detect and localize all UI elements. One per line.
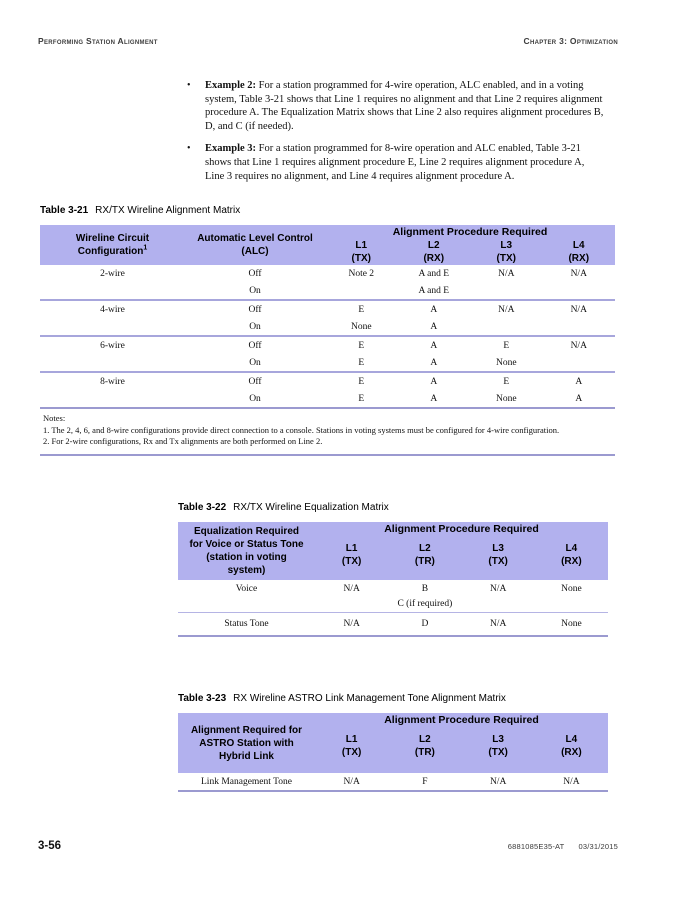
table-cell: A	[430, 394, 438, 404]
table-cell: N/A	[498, 269, 515, 279]
header-line: (station in voting	[206, 552, 287, 563]
header-line: (ALC)	[241, 246, 269, 257]
table-row	[40, 265, 615, 282]
table-cell: N/A	[470, 300, 543, 318]
table-cell: N/A	[462, 613, 535, 637]
doc-number: 6881085E35-AT	[507, 842, 565, 851]
example-3-body: For a station programmed for 8-wire operation and ALC enabled, Table 3-21 shows that Line 1 requires alignment procedure E, Line 2 requires alignment procedure A, Line 3 requires no alignment, and Line 4 requires alignment procedure A.	[205, 143, 585, 182]
col-header-alignment-procedure: Alignment Procedure Required	[325, 225, 615, 239]
table-cell: E	[470, 336, 543, 354]
page-number: 3-56	[38, 840, 62, 852]
table-cell: N/A	[315, 773, 388, 791]
table-3-22-caption	[178, 502, 608, 513]
header-line: Wireline Circuit	[75, 233, 150, 244]
col-header-l2: L2 (TR)	[388, 727, 461, 773]
table-cell: N/A	[535, 773, 608, 791]
table-row	[40, 372, 615, 390]
table-cell: A	[543, 372, 616, 390]
table-notes	[40, 407, 615, 456]
table-cell: N/A	[570, 269, 587, 279]
col-header-l3: L3 (TX)	[462, 536, 535, 580]
col-header-equalization	[178, 522, 315, 580]
header-line: for Voice or Status Tone	[189, 539, 304, 550]
table-cell: Off	[185, 336, 325, 354]
doc-date: 03/31/2015	[578, 842, 618, 851]
example-3-label: Example 3:	[205, 143, 257, 155]
note-1: 1. The 2, 4, 6, and 8-wire configurations provide direct connection to a console. Stations in voting systems must be configured for 4-wire configuration.	[43, 424, 560, 435]
link-management-matrix-table	[178, 713, 608, 792]
col-header-l4: L4 (RX)	[535, 536, 608, 580]
col-header-l1: L1 (TX)	[315, 536, 388, 580]
table-cell: On	[249, 286, 261, 296]
bullet-icon: •	[187, 143, 191, 155]
header-line: Alignment Required for	[190, 724, 303, 736]
table-title: RX/TX Wireline Alignment Matrix	[95, 205, 241, 216]
table-cell: A	[430, 322, 438, 332]
config-cell: 4-wire	[40, 300, 185, 336]
table-cell: N/A	[543, 300, 616, 318]
example-2-label: Example 2:	[205, 80, 257, 91]
table-label: Table 3-22	[178, 502, 227, 513]
config-cell: 2-wire	[100, 269, 125, 279]
col-header-l1: L1 (TX)	[325, 239, 398, 265]
table-cell: None	[561, 584, 582, 594]
table-row	[178, 613, 608, 637]
running-header	[38, 36, 618, 46]
table-cell: On	[249, 322, 261, 332]
table-cell	[470, 282, 543, 300]
col-header-l1: L1 (TX)	[315, 727, 388, 773]
running-header-right: Chapter 3: Optimization	[523, 36, 618, 46]
col-header-l2: L2 (RX)	[398, 239, 471, 265]
table-cell: A and E	[418, 269, 450, 279]
running-footer	[38, 840, 618, 852]
note-2: 2. For 2-wire configurations, Rx and Tx alignments are both performed on Line 2.	[43, 436, 323, 446]
table-cell: Note 2	[348, 269, 375, 279]
bullet-icon: •	[187, 80, 191, 91]
table-label: Table 3-21	[40, 205, 89, 216]
table-cell: A	[398, 336, 471, 354]
table-row	[40, 336, 615, 354]
running-header-left: Performing Station Alignment	[38, 36, 158, 46]
table-cell: A	[430, 358, 438, 368]
table-cell: E	[358, 358, 365, 368]
table-title: RX Wireline ASTRO Link Management Tone Alignment Matrix	[233, 693, 506, 704]
config-cell: 8-wire	[40, 372, 185, 407]
example-bullet-list	[187, 79, 607, 192]
table-cell	[325, 282, 398, 300]
example-2-body: For a station programmed for 4-wire operation, ALC enabled, and in a voting system, Table 3-21 shows that Line 1 requires no alignment and that Line 2 requires alignment procedure A. The Equalization Matrix shows that Line 2 also requires alignment procedures B, D, and C (if needed).	[205, 80, 604, 132]
equalization-matrix-table	[178, 522, 608, 637]
table-row	[178, 580, 608, 613]
alignment-matrix-table	[40, 225, 615, 407]
table-cell: Link Management Tone	[178, 773, 315, 791]
table-cell: E	[325, 336, 398, 354]
table-cell: B C (if required)	[388, 580, 461, 613]
table-cell	[470, 318, 543, 336]
col-header-l4: L4 (RX)	[543, 239, 616, 265]
table-cell: E	[358, 394, 365, 404]
table-cell: E	[325, 300, 398, 318]
table-title: RX/TX Wireline Equalization Matrix	[233, 502, 389, 513]
col-header-astro-hybrid	[178, 713, 315, 773]
header-line: Automatic Level Control	[197, 233, 313, 244]
table-3-23-section	[178, 693, 608, 792]
header-line: Equalization Required	[193, 526, 299, 537]
table-row	[178, 773, 608, 791]
col-header-alignment-procedure: Alignment Procedure Required	[315, 522, 608, 536]
col-header-alc	[185, 225, 325, 265]
col-header-l3: L3 (TX)	[462, 727, 535, 773]
table-cell: Off	[248, 269, 262, 279]
table-cell: N/A	[462, 773, 535, 791]
list-item	[187, 79, 607, 133]
table-cell: A	[398, 300, 471, 318]
table-cell: None	[495, 358, 517, 368]
table-row	[40, 300, 615, 318]
table-3-21-section	[40, 205, 615, 456]
table-cell: F	[388, 773, 461, 791]
table-cell: On	[249, 358, 261, 368]
header-line: Configuration	[77, 246, 144, 257]
list-item	[187, 142, 607, 183]
table-cell	[543, 282, 616, 300]
table-cell: Status Tone	[178, 613, 315, 637]
table-cell: A	[575, 394, 583, 404]
table-cell: E	[325, 372, 398, 390]
table-cell: Off	[185, 372, 325, 390]
table-3-23-caption	[178, 693, 608, 704]
notes-label: Notes:	[43, 413, 66, 423]
table-cell: E	[470, 372, 543, 390]
footnote-ref: 1	[143, 244, 148, 252]
table-cell: N/A	[315, 613, 388, 637]
cell-subtext: C (if required)	[397, 599, 453, 609]
doc-number-line	[508, 842, 618, 851]
table-3-21-caption	[40, 205, 615, 216]
table-cell: None	[495, 394, 517, 404]
col-header-l3: L3 (TX)	[470, 239, 543, 265]
example-3-text	[205, 142, 605, 183]
col-header-alignment-procedure: Alignment Procedure Required	[315, 713, 608, 727]
table-cell: N/A	[343, 584, 360, 594]
table-cell: A	[398, 372, 471, 390]
header-line: Hybrid Link	[218, 750, 274, 762]
table-cell	[543, 318, 616, 336]
col-header-l2: L2 (TR)	[388, 536, 461, 580]
col-header-wireline-config	[40, 225, 185, 265]
table-cell: On	[249, 394, 261, 404]
table-cell: Voice	[235, 584, 258, 594]
table-cell	[543, 354, 616, 372]
header-line: ASTRO Station with	[199, 737, 294, 749]
table-cell: N/A	[543, 336, 616, 354]
config-cell: 6-wire	[40, 336, 185, 372]
header-line: system)	[227, 565, 266, 576]
table-label: Table 3-23	[178, 693, 227, 704]
table-cell: D	[388, 613, 461, 637]
example-2-text	[205, 79, 605, 133]
table-cell: A and E	[418, 286, 450, 296]
table-cell: None	[535, 613, 608, 637]
col-header-l4: L4 (RX)	[535, 727, 608, 773]
table-3-22-section	[178, 502, 608, 637]
table-cell: Off	[185, 300, 325, 318]
table-cell: N/A	[489, 584, 507, 594]
table-cell: None	[350, 322, 372, 332]
